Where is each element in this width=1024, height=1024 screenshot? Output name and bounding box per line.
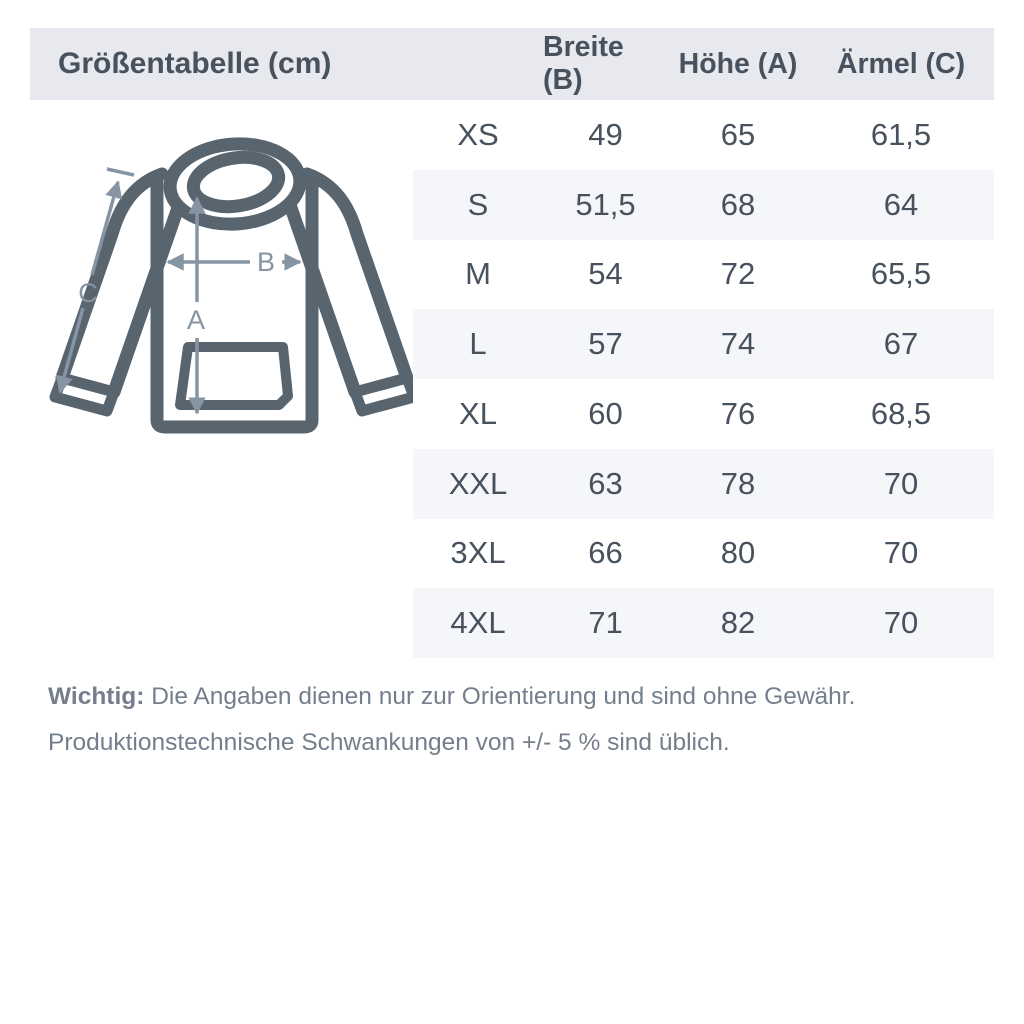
cell-hoehe-xs: 65 bbox=[668, 100, 808, 170]
cell-breite-xxl: 63 bbox=[543, 449, 668, 519]
cell-breite-4xl: 71 bbox=[543, 588, 668, 658]
cell-hoehe-s: 68 bbox=[668, 170, 808, 240]
right-sleeve-inner bbox=[289, 202, 355, 392]
hoodie-hood bbox=[167, 140, 302, 229]
cell-aermel-xs: 61,5 bbox=[808, 100, 994, 170]
left-sleeve-inner bbox=[114, 202, 180, 392]
cell-hoehe-xxl: 78 bbox=[668, 449, 808, 519]
cell-hoehe-3xl: 80 bbox=[668, 519, 808, 589]
cell-size-xl: XL bbox=[413, 379, 543, 449]
cell-aermel-xl: 68,5 bbox=[808, 379, 994, 449]
cell-hoehe-xl: 76 bbox=[668, 379, 808, 449]
cell-aermel-3xl: 70 bbox=[808, 519, 994, 589]
dimension-label-b: B bbox=[256, 247, 276, 277]
size-chart-grid bbox=[30, 28, 994, 658]
hoodie-diagram bbox=[30, 130, 413, 465]
cell-size-xs: XS bbox=[413, 100, 543, 170]
col-header-breite: Breite (B) bbox=[543, 28, 668, 100]
cell-breite-3xl: 66 bbox=[543, 519, 668, 589]
cell-size-s: S bbox=[413, 170, 543, 240]
arrow-c-end-tick bbox=[107, 169, 134, 175]
cell-breite-l: 57 bbox=[543, 309, 668, 379]
disclaimer-line-1 bbox=[48, 674, 994, 720]
cell-breite-xs: 49 bbox=[543, 100, 668, 170]
cell-breite-m: 54 bbox=[543, 240, 668, 310]
cell-hoehe-l: 74 bbox=[668, 309, 808, 379]
dimension-label-a: A bbox=[186, 305, 206, 335]
cell-size-xxl: XXL bbox=[413, 449, 543, 519]
cell-hoehe-m: 72 bbox=[668, 240, 808, 310]
col-header-aermel: Ärmel (C) bbox=[808, 28, 994, 100]
cell-aermel-4xl: 70 bbox=[808, 588, 994, 658]
cell-breite-s: 51,5 bbox=[543, 170, 668, 240]
size-chart bbox=[30, 28, 994, 766]
cell-size-m: M bbox=[413, 240, 543, 310]
cell-aermel-m: 65,5 bbox=[808, 240, 994, 310]
cell-aermel-l: 67 bbox=[808, 309, 994, 379]
cell-breite-xl: 60 bbox=[543, 379, 668, 449]
hoodie-diagram-cell bbox=[30, 100, 413, 658]
cell-size-4xl: 4XL bbox=[413, 588, 543, 658]
right-sleeve-outer bbox=[307, 174, 407, 378]
cell-size-l: L bbox=[413, 309, 543, 379]
disclaimer bbox=[30, 674, 994, 766]
cell-aermel-xxl: 70 bbox=[808, 449, 994, 519]
disclaimer-text-1: Die Angaben dienen nur zur Orientierung und sind ohne Gewähr. bbox=[151, 683, 856, 710]
cell-hoehe-4xl: 82 bbox=[668, 588, 808, 658]
cell-size-3xl: 3XL bbox=[413, 519, 543, 589]
chart-title: Größentabelle (cm) bbox=[30, 28, 543, 100]
disclaimer-line-2: Produktionstechnische Schwankungen von +/- 5 % sind üblich. bbox=[48, 729, 730, 756]
dimension-label-c: C bbox=[78, 278, 98, 308]
disclaimer-bold-prefix: Wichtig: bbox=[48, 683, 145, 710]
right-cuff bbox=[355, 378, 413, 411]
cell-aermel-s: 64 bbox=[808, 170, 994, 240]
col-header-hoehe: Höhe (A) bbox=[668, 28, 808, 100]
